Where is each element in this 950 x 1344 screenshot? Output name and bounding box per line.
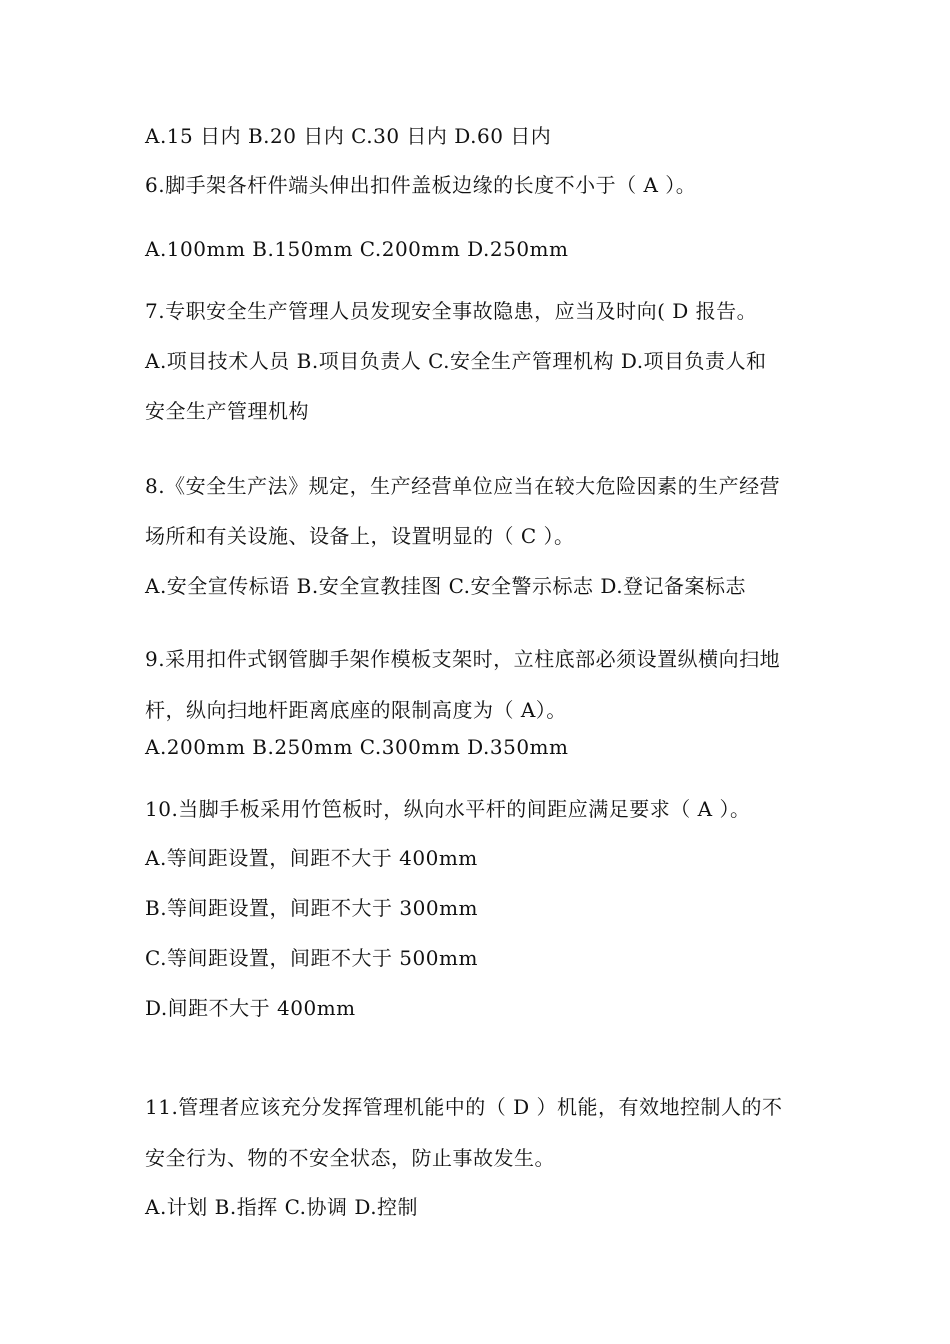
q6-stem: 6.脚手架各杆件端头伸出扣件盖板边缘的长度不小于（ A ）。	[145, 173, 697, 197]
q10-option-d: D.间距不大于 400mm	[145, 996, 356, 1020]
q8-stem-line1: 8.《安全生产法》规定，生产经营单位应当在较大危险因素的生产经营	[145, 474, 781, 498]
q10-option-b: B.等间距设置，间距不大于 300mm	[145, 896, 479, 920]
q11-stem-line2: 安全行为、物的不安全状态，防止事故发生。	[145, 1146, 555, 1170]
q9-stem-line1: 9.采用扣件式钢管脚手架作模板支架时，立柱底部必须设置纵横向扫地	[145, 647, 781, 671]
q10-option-a: A.等间距设置，间距不大于 400mm	[145, 846, 478, 870]
q7-options-line2: 安全生产管理机构	[145, 399, 309, 423]
q8-stem-line2: 场所和有关设施、设备上，设置明显的（ C ）。	[145, 524, 575, 548]
q9-stem-line2: 杆，纵向扫地杆距离底座的限制高度为（ A）。	[145, 698, 567, 722]
q6-options: A.100mm B.150mm C.200mm D.250mm	[145, 237, 569, 261]
q7-options-line1: A.项目技术人员 B.项目负责人 C.安全生产管理机构 D.项目负责人和	[145, 349, 767, 373]
q10-stem: 10.当脚手板采用竹笆板时，纵向水平杆的间距应满足要求（ A ）。	[145, 797, 751, 821]
q9-options: A.200mm B.250mm C.300mm D.350mm	[145, 735, 569, 759]
q8-options: A.安全宣传标语 B.安全宣教挂图 C.安全警示标志 D.登记备案标志	[145, 574, 747, 598]
q5-options: A.15 日内 B.20 日内 C.30 日内 D.60 日内	[145, 124, 552, 148]
q10-option-c: C.等间距设置，间距不大于 500mm	[145, 946, 478, 970]
q11-stem-line1: 11.管理者应该充分发挥管理机能中的（ D ）机能，有效地控制人的不	[145, 1095, 783, 1119]
q11-options: A.计划 B.指挥 C.协调 D.控制	[145, 1195, 419, 1219]
q7-stem: 7.专职安全生产管理人员发现安全事故隐患，应当及时向( D 报告。	[145, 299, 758, 323]
